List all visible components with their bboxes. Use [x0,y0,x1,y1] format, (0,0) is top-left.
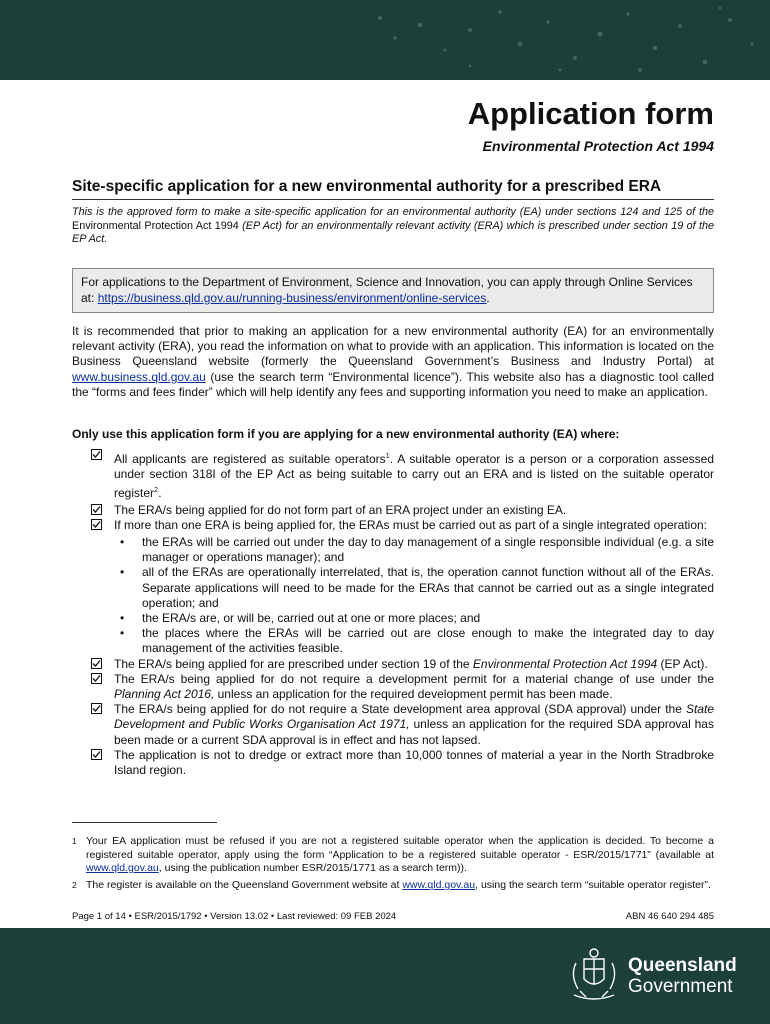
online-services-link[interactable]: https://business.qld.gov.au/running-business/environment/online-services [97,290,487,305]
logo-line-2: Government [628,976,733,997]
criterion-4: The ERA/s being applied for are prescribed under section 19 of the Environmental Protection Act 1994 (EP Act). [90,657,714,672]
criterion-7: The application is not to dredge or extract more than 10,000 tonnes of material a year in the North Stradbroke Island region. [90,748,714,778]
page-title: Application form [467,96,714,131]
checkbox-checked-icon [91,519,102,530]
queensland-government-logo [566,945,746,1005]
bullet-item: • the ERA/s are, or will be, carried out at one or more places; and [120,611,481,626]
integrated-operation-bullets [90,535,714,657]
checkbox-checked-icon [91,703,102,714]
bullet-item: • the places where the ERAs will be carried out are close enough to make the integrated day to day management of the activities feasible. [120,626,714,656]
footnote-2: 2 The register is available on the Queensland Government website at www.qld.gov.au, using the search term “suitable operator register”. [72,879,711,891]
page-subtitle: Environmental Protection Act 1994 [482,138,714,154]
checkbox-checked-icon [91,749,102,760]
decorative-dots [0,0,770,80]
recommendation-paragraph: It is recommended that prior to making an application for a new environmental authority (EA) for an environmentally relevant activity (ERA), you read the information on what to provide with an application. This information is located on the Business Queensland website (formerly the Queensland Government’s Business and Industry Portal) at www.business.qld.gov.au (use the search term “Environmental licence”). This website also has a diagnostic tool called the “forms and fees finder” which will help identify any fees and supporting information you need to make an application. [72,324,714,399]
intro-paragraph: This is the approved form to make a site-specific application for an environmental authority (EA) under sections 124 and 125 of the Environmental Protection Act 1994 (EP Act) for an environmentally relevant activity (ERA) which is prescribed under section 19 of the EP Act. [72,206,714,245]
business-qld-link[interactable]: www.business.qld.gov.au [72,369,206,384]
criterion-6: The ERA/s being applied for do not require a State development area approval (SDA approval) under the State Development and Public Works Organisation Act 1971, unless an application for the required SDA approval has been made or a current SDA approval is in effect and has not lapsed. [90,702,714,748]
criterion-2: The ERA/s being applied for do not form part of an ERA project under an existing EA. [90,503,714,518]
online-services-box: For applications to the Department of Environment, Science and Innovation, you can apply through Online Services at: https://business.qld.gov.au/running-business/environment/online-services. [72,268,714,313]
bullet-item: • all of the ERAs are operationally interrelated, that is, the operation cannot function without all of the ERAs. Separate applications will need to be made for the ERAs that cannot be carried out as a single integrated operation; and [120,565,714,610]
criterion-1: All applicants are registered as suitable operators$^1$. A suitable operator is a person or a corporation assessed under section 318I of the EP Act as being suitable to carry out an ERA and is listed on the suitable operator register$^2$. [90,448,714,502]
criterion-5: The ERA/s being applied for do not require a development permit for a material change of use under the Planning Act 2016, unless an application for the required development permit has been made. [90,672,714,702]
qld-gov-link[interactable]: www.qld.gov.au [86,862,159,874]
checkbox-checked-icon [91,673,102,684]
criteria-lead: Only use this application form if you are applying for a new environmental authority (EA) where: [72,427,620,441]
checkbox-checked-icon [91,658,102,669]
footnote-1: 1 Your EA application must be refused if you are not a registered suitable operator when the application is decided. To become a registered suitable operator, apply using the form “Application to be a registered suitable operator - ESR/2015/1771” (available at www.qld.gov.au, using the publication number ESR/2015/1771 as a search term)). [72,835,714,874]
footer-abn: ABN 46 640 294 485 [625,911,714,922]
coat-of-arms-icon [566,945,622,1005]
section-heading: Site-specific application for a new environmental authority for a prescribed ERA [72,178,714,200]
header-band [0,0,770,80]
checkbox-checked-icon [91,504,102,515]
bullet-item: • the ERAs will be carried out under the day to day management of a single responsible individual (e.g. a site manager or operations manager); and [120,535,714,565]
criteria-checklist [90,448,714,778]
footer-page-info: Page 1 of 14 • ESR/2015/1792 • Version 13.02 • Last reviewed: 09 FEB 2024 [72,911,397,922]
criterion-3: If more than one ERA is being applied for, the ERAs must be carried out as part of a single integrated operation: [90,518,714,533]
footnote-divider [72,822,217,823]
logo-line-1: Queensland [628,955,737,976]
checkbox-checked-icon [91,449,102,460]
qld-gov-link[interactable]: www.qld.gov.au [402,879,476,891]
